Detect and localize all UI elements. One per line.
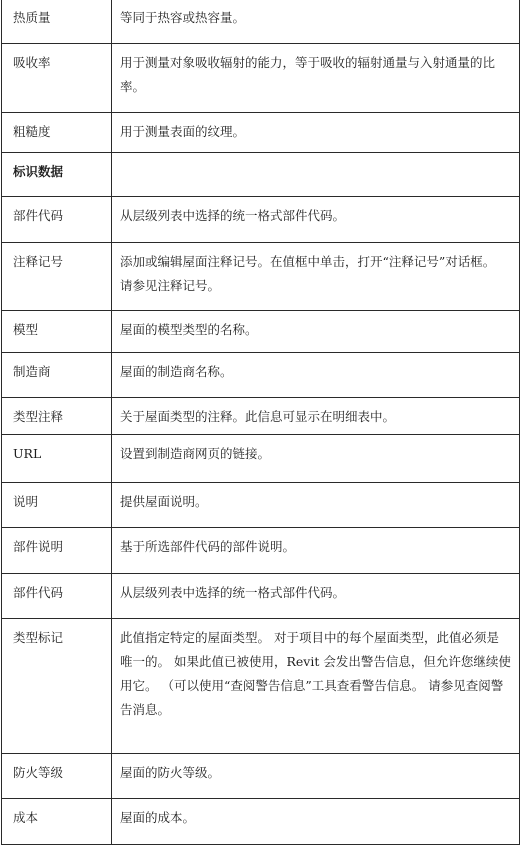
parameter-table (1, 0, 520, 845)
parameter-description: 用于测量表面的纹理。 (112, 113, 520, 153)
table-row (2, 754, 520, 799)
table-row (2, 528, 520, 574)
table-row (2, 311, 520, 353)
table-row (2, 435, 520, 483)
parameter-description: 屋面的防火等级。 (112, 754, 520, 799)
table-row (2, 619, 520, 754)
table-row (2, 799, 520, 845)
parameter-name: 说明 (2, 483, 112, 528)
parameter-name: 制造商 (2, 353, 112, 398)
parameter-description: 屋面的制造商名称。 (112, 353, 520, 398)
table-row-section (2, 153, 520, 197)
parameter-name: 成本 (2, 799, 112, 845)
table-row (2, 0, 520, 44)
parameter-description: 从层级列表中选择的统一格式部件代码。 (112, 197, 520, 243)
parameter-description: 添加或编辑屋面注释记号。在值框中单击，打开“注释记号”对话框。 请参见注释记号。 (112, 243, 520, 311)
table-row (2, 197, 520, 243)
parameter-name: 热质量 (2, 0, 112, 44)
parameter-name: 粗糙度 (2, 113, 112, 153)
table-row (2, 483, 520, 528)
parameter-description: 屋面的模型类型的名称。 (112, 311, 520, 353)
parameter-name: 部件代码 (2, 574, 112, 619)
table-row (2, 574, 520, 619)
parameter-name: 部件说明 (2, 528, 112, 574)
parameter-description: 等同于热容或热容量。 (112, 0, 520, 44)
table-row (2, 243, 520, 311)
parameter-description (112, 153, 520, 197)
parameter-description: 此值指定特定的屋面类型。 对于项目中的每个屋面类型，此值必须是唯一的。 如果此值已被使用，Revit 会发出警告信息，但允许您继续使用它。 （可以使用“查阅警告信息”工具查看警告信息。 请参见查阅警告消息。 (112, 619, 520, 754)
table-row (2, 353, 520, 398)
parameter-name: URL (2, 435, 112, 483)
parameter-description: 提供屋面说明。 (112, 483, 520, 528)
parameter-name: 注释记号 (2, 243, 112, 311)
table-row (2, 113, 520, 153)
parameter-name: 类型标记 (2, 619, 112, 754)
parameter-description: 基于所选部件代码的部件说明。 (112, 528, 520, 574)
parameter-description: 关于屋面类型的注释。此信息可显示在明细表中。 (112, 398, 520, 435)
parameter-name: 类型注释 (2, 398, 112, 435)
table-row (2, 398, 520, 435)
table-row (2, 44, 520, 113)
parameter-name: 部件代码 (2, 197, 112, 243)
parameter-description: 用于测量对象吸收辐射的能力，等于吸收的辐射通量与入射通量的比率。 (112, 44, 520, 113)
parameter-description: 设置到制造商网页的链接。 (112, 435, 520, 483)
parameter-description: 从层级列表中选择的统一格式部件代码。 (112, 574, 520, 619)
parameter-description: 屋面的成本。 (112, 799, 520, 845)
section-heading: 标识数据 (2, 153, 112, 197)
parameter-name: 防火等级 (2, 754, 112, 799)
parameter-name: 吸收率 (2, 44, 112, 113)
parameter-name: 模型 (2, 311, 112, 353)
